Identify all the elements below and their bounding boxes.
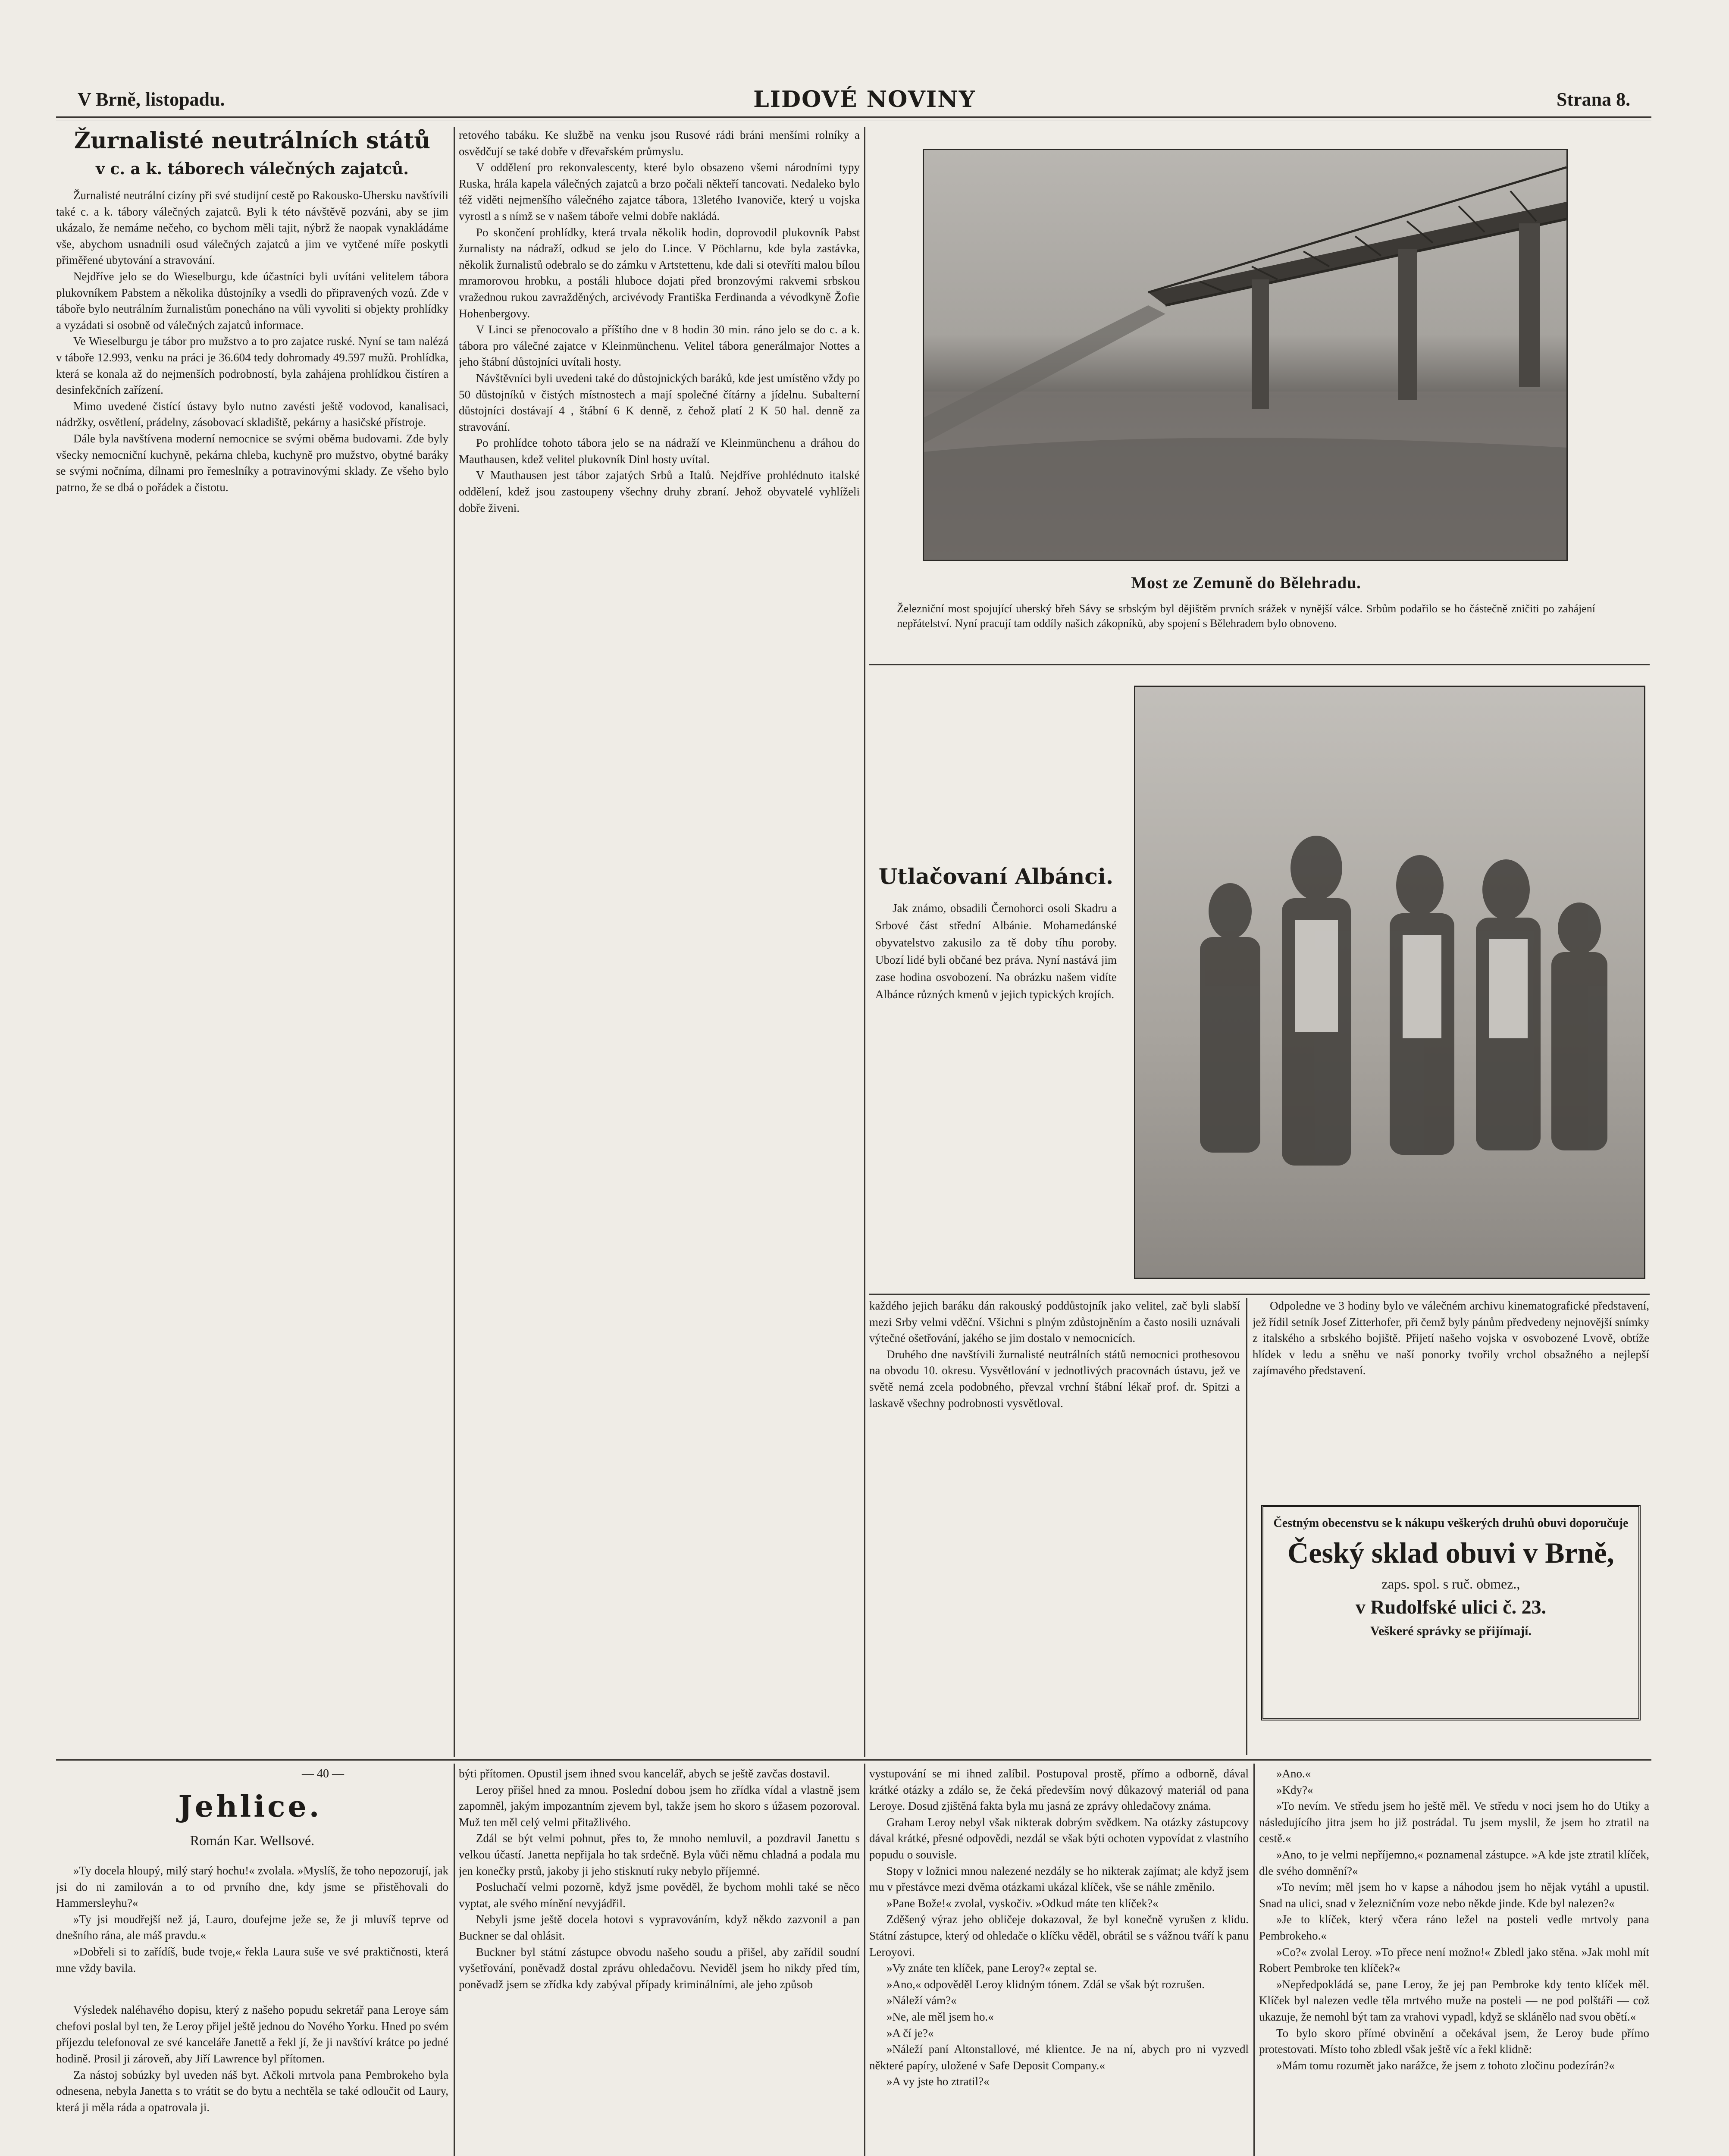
serial-paragraph: »Náleží paní Altonstallové, mé klientce. Je na ní, abych pro ni vyzvedl některé papíry, uložené v Safe Deposit Company.« [869,2043,1249,2072]
bridge-photo-title: Most ze Zemuně do Bělehradu. [1131,574,1361,592]
serial-paragraph: »Ty jsi moudřejší než já, Lauro, doufejme ježe se, že ji mluvíš teprve od dnešního rána, ale máš pravdu.« [56,1912,448,1942]
cinema-text [1253,1298,1649,1496]
serial-paragraph: »Kdy?« [1276,1783,1313,1796]
serial-paragraph: »Ano, to je velmi nepříjemno,« poznamenal zástupce. »A kde jste ztratil klíček, dle svého domnění?« [1259,1848,1649,1877]
serial-paragraph: Posluchačí velmi pozorně, když jsme pověděl, že bychom mohli také se něco vyptat, ale svého mínění nevyjádřil. [459,1880,860,1910]
serial-paragraph: býti přítomen. Opustil jsem ihned svou kancelář, abych se ještě zavčas dostavil. [459,1767,830,1780]
serial-paragraph: »Je to klíček, který včera ráno ležel na posteli vedle mrtvoly pana Pembrokeho.« [1259,1913,1649,1942]
column-rule [454,1764,455,2156]
article-paragraph: Žurnalisté neutrální cizíny při své studijní cestě po Rakousko-Uhersku navštívili také c. a k. tábory válečných zajatců. Byli k této návštěvě pozváni, aby se jim ukázalo, že nemáme nečeho, co bychom měli tajit, nýbrž že naopak vynakládáme vše, abychom usnadnili osud válečných zajatců a jim ve vytčené míře poskytli přiměřené ubytování a stravování. [56,189,448,267]
section-rule [869,1294,1650,1295]
serial-paragraph: »Ano.« [1276,1767,1311,1780]
serial-column-3 [869,1766,1249,2156]
article-paragraph: Odpoledne ve 3 hodiny bylo ve válečném archivu kinematografické představení, jež řídil setník Josef Zitterhofer, při čemž byly pánům předvedeny nejnovější snímky z italského a srbského bojiště. Přijetí našeho vojska v osvobozené Lvově, obtíže hlídek v ledu a sněhu ve naší ponorky tvořily vrchol obsažného a nejlepší zajímavého představení. [1253,1299,1649,1377]
column-rule [1253,1764,1255,2156]
article-paragraph: V Linci se přenocovalo a příštího dne v 8 hodin 30 min. ráno jelo se do c. a k. tábora pro válečné zajatce v Kleinmünchenu. Velitel tábora generálmajor Nottes a jeho štábní důstojníci uvítali hosty. [459,323,860,369]
prosthesis-hospital-text [869,1298,1240,1755]
serial-paragraph: »A vy jste ho ztratil?« [886,2075,990,2088]
article-paragraph: Nejdříve jelo se do Wieselburgu, kde účastníci byli uvítáni velitelem tábora plukovníkem Pabstem a několika důstojníky a vsedli do připravených vozů. Zde v táboře bylo neutrálním žurnalistům ponecháno na vůli vyvoliti si objekty prohlídky a vyzádati si osobně od válečných zajatců informace. [56,270,448,332]
bridge-photo [923,149,1568,561]
serial-paragraph: »Ne, ale měl jsem ho.« [886,2010,994,2023]
serial-paragraph: Zděšený výraz jeho obličeje dokazoval, že byl konečně vyrušen z klidu. Státní zástupce, který od ohledače o klíčku věděl, obrátil se s vážnou tváří k panu Leroyovi. [869,1913,1249,1959]
ad-address: v Rudolfské ulici č. 23. [1355,1596,1547,1618]
serial-paragraph: Zdál se být velmi pohnut, přes to, že mnoho nemluvil, a pozdravil Janettu s velkou účastí. Janetta nepřijala ho tak srdečně. Byla vůči němu chladná a podala mu jen konečky prstů, jakoby ji jeho stisknutí ruky nebylo příjemné. [459,1832,860,1877]
serial-paragraph: »A čí je?« [886,2026,934,2040]
bridge-photo-caption: Železniční most spojující uherský břeh Sávy se srbským byl dějištěm prvních srážek v nynější válce. Srbům podařilo se ho částečně zničiti po zahájení nepřátelství. Nyní pracují tam oddíly našich zákopníků, aby spojení s Bělehradem bylo obnoveno. [897,602,1595,630]
serial-subtitle: Román Kar. Wellsové. [190,1833,315,1848]
serial-paragraph: Nebyli jsme ještě docela hotovi s vypravováním, když někdo zazvonil a pan Buckner se dal ohlásit. [459,1913,860,1942]
article-continuation [459,127,860,1757]
serial-number: — 40 — [302,1767,344,1780]
column-rule [864,127,865,1757]
ad-line: zaps. spol. s ruč. obmez., [1381,1576,1520,1592]
article-title: Žurnalisté neutrálních států [74,128,431,154]
header-rule [56,116,1651,118]
article-paragraph: V oddělení pro rekonvalescenty, které bylo obsazeno všemi národními typy Ruska, hrála kapela válečných zajatců a brzo počali někteří tancovati. Nedaleko bylo též viděti nejmenšího válečného zajatce tábora, 13letého Ivanoviče, který u vojska vyrostl a s nímž se v našem táboře velmi dobře nakládá. [459,161,860,222]
ad-line: Čestným obecenstvu se k nákupu veškerých druhů obuvi doporučuje [1273,1517,1629,1530]
article-paragraph: Ve Wieselburgu je tábor pro mužstvo a to pro zajatce ruské. Nyní se tam nalézá v táboře 12.993, venku na práci je 36.604 tedy dohromady 49.597 mužů. Prohlídka, která se konala až do nejmenších podrobností, byla zahájena prohlídkou čistíren a desinfekčních zařízení. [56,335,448,397]
serial-rule [56,1759,1651,1761]
article-paragraph: retového tabáku. Ke službě na venku jsou Rusové rádi bráni menšími rolníky a osvědčují se také dobře v dřevařském průmyslu. [459,128,860,158]
serial-paragraph: »Nepředpokládá se, pane Leroy, že jej pan Pembroke kdy tento klíček měl. Klíček byl nalezen vedle těla mrtvého muže na posteli — ne pod polštáři — což ukazuje, že nemohl být tam za vrahovi vypadl, když se sklánělo nad svou obětí.« [1259,1977,1649,2023]
serial-paragraph: »Co?« zvolal Leroy. »To přece není možno!« Zbledl jako stěna. »Jak mohl mít Robert Pembroke ten klíček?« [1259,1945,1649,1975]
article-paragraph: Dále byla navštívena moderní nemocnice se svými oběma budovami. Zde byly všecky nemocniční kuchyně, pekárna chleba, kuchyně pro mužstvo, obytné baráky se svými nočníma, dílnami pro řemeslníky a potravinovými sklady. Ze všeho bylo patrno, že se dbá o pořádek a čistotu. [56,432,448,494]
serial-paragraph: Výsledek naléhavého dopisu, který z našeho popudu sekretář pana Leroye sám chefovi poslal byl ten, že Leroy přijel ještě jednou do Nového Yorku. Hned po svém příjezdu telefonoval ze své kanceláře Janettě a řekl jí, že ji navštíví krátce po jedné hodině. Prosil ji zároveň, aby Jiří Lawrence byl přítomen. [56,2003,448,2065]
serial-paragraph: »Dobřeli si to zařídíš, bude tvoje,« řekla Laura suše ve své praktičnosti, která mne vždy bavila. [56,1945,448,1974]
albanians-photo [1134,686,1645,1279]
serial-paragraph: To bylo skoro přímé obvinění a očekával jsem, že Leroy bude přímo protestovati. Místo toho zbledl však ještě víc a řekl klidně: [1259,2026,1649,2056]
article-paragraph: každého jejich baráku dán rakouský poddůstojník jako velitel, zač byli slabší mezi Srby velmi vděční. Všichni s plným zdůstojněním a často nosili uznávali výtečné ošetřování, jakého se jim dostalo v nemocnicích. [869,1299,1240,1345]
serial-paragraph: »Pane Bože!« zvolal, vyskočiv. »Odkud máte ten klíček?« [886,1896,1159,1910]
bridge-illustration [924,150,1566,560]
page-number: Strana 8. [1557,89,1631,110]
column-rule [454,127,455,1757]
serial-paragraph: »To nevím. Ve středu jsem ho ještě měl. Ve středu v noci jsem ho do Utiky a následujícího jitra jsem ho již postrádal. Tu jsem myslil, že jsem ho ztratil na cestě.« [1259,1799,1649,1845]
serial-paragraph: »Vy znáte ten klíček, pane Leroy?« zeptal se. [886,1962,1097,1975]
article-paragraph: Druhého dne navštívili žurnalisté neutrálních států nemocnici prothesovou na obvodu 10. okresu. Vysvětlování v jednotlivých pracovnách ústavu, jež ve světě nemá zcela podobného, převzal vrchní štábní lékař prof. dr. Spitzi a laskavě všechny podrobnosti vysvětloval. [869,1348,1240,1410]
serial-title: Jehlice. [178,1789,322,1824]
article-paragraph: V Mauthausen jest tábor zajatých Srbů a Italů. Nejdříve prohlédnuto italské oddělení, kdež jsou zastoupeny všechny druhy zbraní. Jehož obyvatelé vyhlíželi dobře živeni. [459,469,860,514]
article-paragraph: Mimo uvedené čistící ústavy bylo nutno zavésti ještě vodovod, kanalisaci, nádržky, osvětlení, prádelny, zásobovací skladiště, pekárny a hasičské přístroje. [56,399,448,429]
serial-paragraph: »To nevím; měl jsem ho v kapse a náhodou jsem ho nějak vytáhl a upustil. Snad na ulici, snad v železničním voze nebo někde jinde. Kde byl nalezen?« [1259,1880,1649,1910]
column-rule [1246,1298,1247,1755]
serial-paragraph: »Mám tomu rozumět jako narážce, že jsem z tohoto zločinu podezírán?« [1276,2059,1615,2072]
serial-paragraph: Buckner byl státní zástupce obvodu našeho soudu a přišel, aby zařídil soudní vyšetřování, poněvadž dostal zprávu ohledačovu. Neviděl jsem ho nikdy před tím, poněvadž jsem se zřídka kdy zabýval případy kriminálními, ale jeho způsob [459,1945,860,1991]
serial-paragraph: Stopy v ložnici mnou nalezené nezdály se ho nikterak zajímat; ale když jsem mu v přestávce mezi dvěma otázkami ukázal klíček, vše se náhle změnilo. [869,1864,1249,1894]
albanians-title: Utlačovaní Albánci. [878,864,1114,889]
article-neutral-journalists [56,127,448,1757]
serial-column-4 [1259,1766,1649,2156]
serial-paragraph: vystupování se mi ihned zalíbil. Postupoval prostě, přímo a odborně, dával krátké otázky a zdálo se, že čeká především nový důkazový materiál od pana Leroye. Dosud zjištěná fakta byla mu jasná ze zprávy ohledačovy známa. [869,1767,1249,1813]
serial-paragraph: Leroy přišel hned za mnou. Poslední dobou jsem ho zřídka vídal a vlastně jsem zapomněl, jakým impozantním zjevem byl, takže jsem ho skoro s úžasem pozoroval. Muž ten měl celý velmi přitažlivého. [459,1783,860,1829]
article-subtitle: v c. a k. táborech válečných zajatců. [96,160,409,178]
section-rule [869,664,1650,665]
albanians-caption: Jak známo, obsadili Černohorci osoli Skadru a Srbové část střední Albánie. Mohamedánské obyvatelstvo zakusilo za tě doby tíhu poroby. Ubozí lidé byli občané bez práva. Nyní nastává jim zase hodina osvobození. Na obrázku našem vidíte Albánce různých kmenů v jejich typických krojích. [875,902,1117,1001]
article-paragraph: Návštěvníci byli uvedeni také do důstojnických baráků, kde jest umístěno vždy po 50 důstojníků v čistých místnostech a mají společné čítárny a jídelnu. Subalterní důstojníci dostávají 4 , štábní 6 K denně, z čehož platí 2 K 50 hal. denně za stravování. [459,371,860,433]
albanians-text [875,862,1117,1294]
albanians-illustration [1135,687,1644,1278]
ad-line: Veškeré správky se přijímají. [1370,1624,1532,1638]
article-paragraph: Po skončení prohlídky, která trvala několik hodin, doprovodil plukovník Pabst žurnalisty na nádraží, odkud se jelo do Lince. V Pöchlarnu, kde byla zastávka, několik žurnalistů odebralo se do zámku v Artstettenu, kde dali si otevříti malou bílou mramorovou hrobku, a postáli hluboce dojati před bronzovými rakvemi srbskou vražednou rukou zavražděných, arcivévody Františka Ferdinanda a vévodkyně Žofie Hohenbergovy. [459,226,860,320]
masthead: LIDOVÉ NOVINY [753,86,976,113]
serial-column-2 [459,1766,860,2156]
serial-paragraph: »Náleží vám?« [886,1994,957,2007]
serial-paragraph: Graham Leroy nebyl však nikterak dobrým svědkem. Na otázky zástupcovy dával krátké, přesné odpovědi, nezdál se však býti ochoten vypovídat z vlastního popudu o souvisle. [869,1815,1249,1861]
serial-column-1 [56,1863,448,2156]
ad-store-name: Český sklad obuvi v Brně, [1287,1536,1614,1569]
shoe-store-advertisement [1261,1505,1641,1720]
serial-paragraph: »Ty docela hloupý, milý starý hochu!« zvolala. »Myslíš, že toho nepozorují, jak jsi do ni zamilován a to od prvního dne, kdy jsme se přistěhovali do Hammersleyhu?« [56,1864,448,1910]
page-date: V Brně, listopadu. [78,89,225,110]
column-rule [864,1764,865,2156]
serial-paragraph: Za nástoj sobúzky byl uveden náš byt. Ačkoli mrtvola pana Pembrokeho byla odnesena, nebyla Janetta s to vrátit se do bytu a nechtěla se také odloučit od Laury, která ji měla ráda a opatrovala ji. [56,2068,448,2114]
article-paragraph: Po prohlídce tohoto tábora jelo se na nádraží ve Kleinmünchenu a dráhou do Mauthausen, kdež velitel plukovník Dinl hosty uvítal. [459,436,860,466]
serial-paragraph: »Ano,« odpověděl Leroy klidným tónem. Zdál se však být rozrušen. [886,1977,1205,1991]
